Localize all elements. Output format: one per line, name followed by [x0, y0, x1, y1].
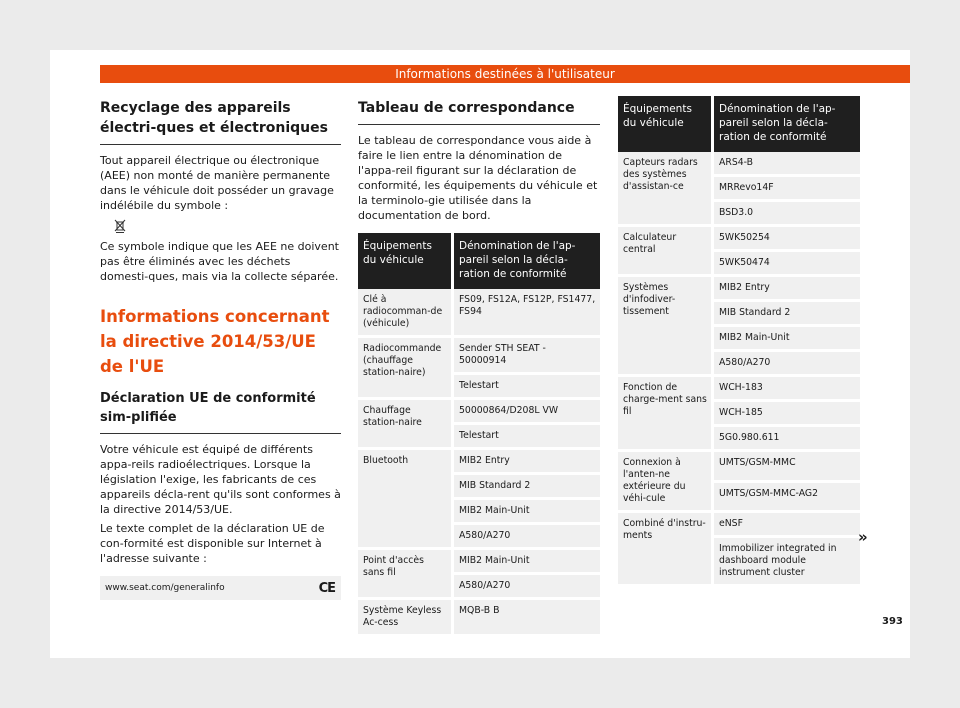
device-name-cell: 5WK50474: [711, 252, 860, 277]
declaration-paragraph: Votre véhicule est équipé de différents appa-reils radioélectriques. Lorsque la législation l'exige, les fabricants de ces appareils décla-rent qu'ils sont conformes à la directive 2014/53/UE.: [100, 443, 341, 516]
left-column: [100, 94, 341, 600]
table-header-equipment: Équipements du véhicule: [618, 96, 711, 152]
device-name-cell: eNSF: [711, 513, 860, 538]
url-text: www.seat.com/generalinfo: [105, 583, 225, 593]
equipment-cell: Radiocommande (chauffage station-naire): [358, 338, 451, 400]
url-box: [100, 576, 341, 600]
device-name-cell: MIB2 Entry: [451, 450, 600, 475]
declaration-heading: Déclaration UE de conformité sim-plifiée: [100, 385, 341, 434]
device-name-cell: MRRevo14F: [711, 177, 860, 202]
equipment-cell: Connexion à l'anten-ne extérieure du véhi-cule: [618, 452, 711, 513]
table-header-equipment: Équipements du véhicule: [358, 233, 451, 289]
device-name-cell: BSD3.0: [711, 202, 860, 227]
recycling-paragraph: Tout appareil électrique ou électronique (AEE) non monté de manière permanente dans le véhicule doit posséder un gravage indélébile du symbole :: [100, 154, 334, 212]
device-name-cell: WCH-183: [711, 377, 860, 402]
device-name-cell: WCH-185: [711, 402, 860, 427]
device-name-cell: MIB2 Entry: [711, 277, 860, 302]
table-row: [358, 450, 600, 475]
ce-mark-icon: CE: [318, 580, 335, 596]
equipment-cell: Systèmes d'infodiver-tissement: [618, 277, 711, 377]
device-name-cell: A580/A270: [451, 575, 600, 600]
equipment-cell: Fonction de charge-ment sans fil: [618, 377, 711, 452]
equipment-cell: Calculateur central: [618, 227, 711, 277]
device-name-cell: 50000864/D208L VW: [451, 400, 600, 425]
device-name-cell: MIB Standard 2: [451, 475, 600, 500]
correspondence-heading: Tableau de correspondance: [358, 94, 600, 125]
equipment-cell: Capteurs radars des systèmes d'assistan-ce: [618, 152, 711, 227]
equipment-cell: Système Keyless Ac-cess: [358, 600, 451, 637]
device-name-cell: A580/A270: [711, 352, 860, 377]
correspondence-table-1: [358, 233, 600, 637]
device-name-cell: MIB2 Main-Unit: [711, 327, 860, 352]
table-header-name: Dénomination de l'ap-pareil selon la décla-ration de conformité: [711, 96, 860, 152]
table-row: [618, 377, 860, 402]
recycling-heading: Recyclage des appareils électri-ques et électroniques: [100, 94, 341, 145]
device-name-cell: Sender STH SEAT - 50000914: [451, 338, 600, 375]
device-name-cell: A580/A270: [451, 525, 600, 550]
equipment-cell: Chauffage station-naire: [358, 400, 451, 450]
symbol-explanation: Ce symbole indique que les AEE ne doivent pas être éliminés avec les déchets domesti-ques, mais via la collecte séparée.: [100, 240, 339, 283]
correspondence-intro: Le tableau de correspondance vous aide à faire le lien entre la dénomination de l'appa-reil figurant sur la déclaration de conformité, les équipements du véhicule et la terminolo-gie utilisée dans la documentation de bord.: [358, 134, 598, 222]
crossed-out-wheelie-bin-icon: [100, 219, 140, 237]
device-name-cell: Telestart: [451, 375, 600, 400]
page: [50, 50, 910, 658]
table-row: [618, 452, 860, 483]
middle-column: [358, 94, 600, 637]
device-name-cell: MIB2 Main-Unit: [451, 500, 600, 525]
correspondence-table-2: [618, 96, 860, 587]
equipment-cell: Bluetooth: [358, 450, 451, 550]
table-row: [358, 289, 600, 338]
equipment-cell: Clé à radiocomman-de (véhicule): [358, 289, 451, 338]
table-row: [358, 400, 600, 425]
device-name-cell: UMTS/GSM-MMC-AG2: [711, 483, 860, 514]
device-name-cell: MIB2 Main-Unit: [451, 550, 600, 575]
equipment-cell: Combiné d'instru-ments: [618, 513, 711, 587]
device-name-cell: MIB Standard 2: [711, 302, 860, 327]
equipment-cell: Point d'accès sans fil: [358, 550, 451, 600]
page-number: 393: [882, 616, 903, 627]
table-row: [618, 152, 860, 177]
table-row: [618, 227, 860, 252]
device-name-cell: MQB-B B: [451, 600, 600, 637]
device-name-cell: Immobilizer integrated in dashboard module instrument cluster: [711, 538, 860, 587]
full-text-paragraph: Le texte complet de la déclaration UE de con-formité est disponible sur Internet à l'adresse suivante :: [100, 522, 325, 565]
table-row: [358, 338, 600, 375]
device-name-cell: Telestart: [451, 425, 600, 450]
device-name-cell: UMTS/GSM-MMC: [711, 452, 860, 483]
device-name-cell: 5G0.980.611: [711, 427, 860, 452]
continue-mark: »: [858, 528, 868, 546]
right-column: [618, 96, 860, 587]
section-header: Informations destinées à l'utilisateur: [100, 65, 910, 83]
device-name-cell: FS09, FS12A, FS12P, FS1477, FS94: [451, 289, 600, 338]
table-row: [358, 600, 600, 637]
table-row: [618, 513, 860, 538]
device-name-cell: 5WK50254: [711, 227, 860, 252]
table-header-name: Dénomination de l'ap-pareil selon la décla-ration de conformité: [451, 233, 600, 289]
directive-heading: Informations concernant la directive 2014/53/UE de l'UE: [100, 307, 330, 376]
device-name-cell: ARS4-B: [711, 152, 860, 177]
table-row: [358, 550, 600, 575]
table-row: [618, 277, 860, 302]
